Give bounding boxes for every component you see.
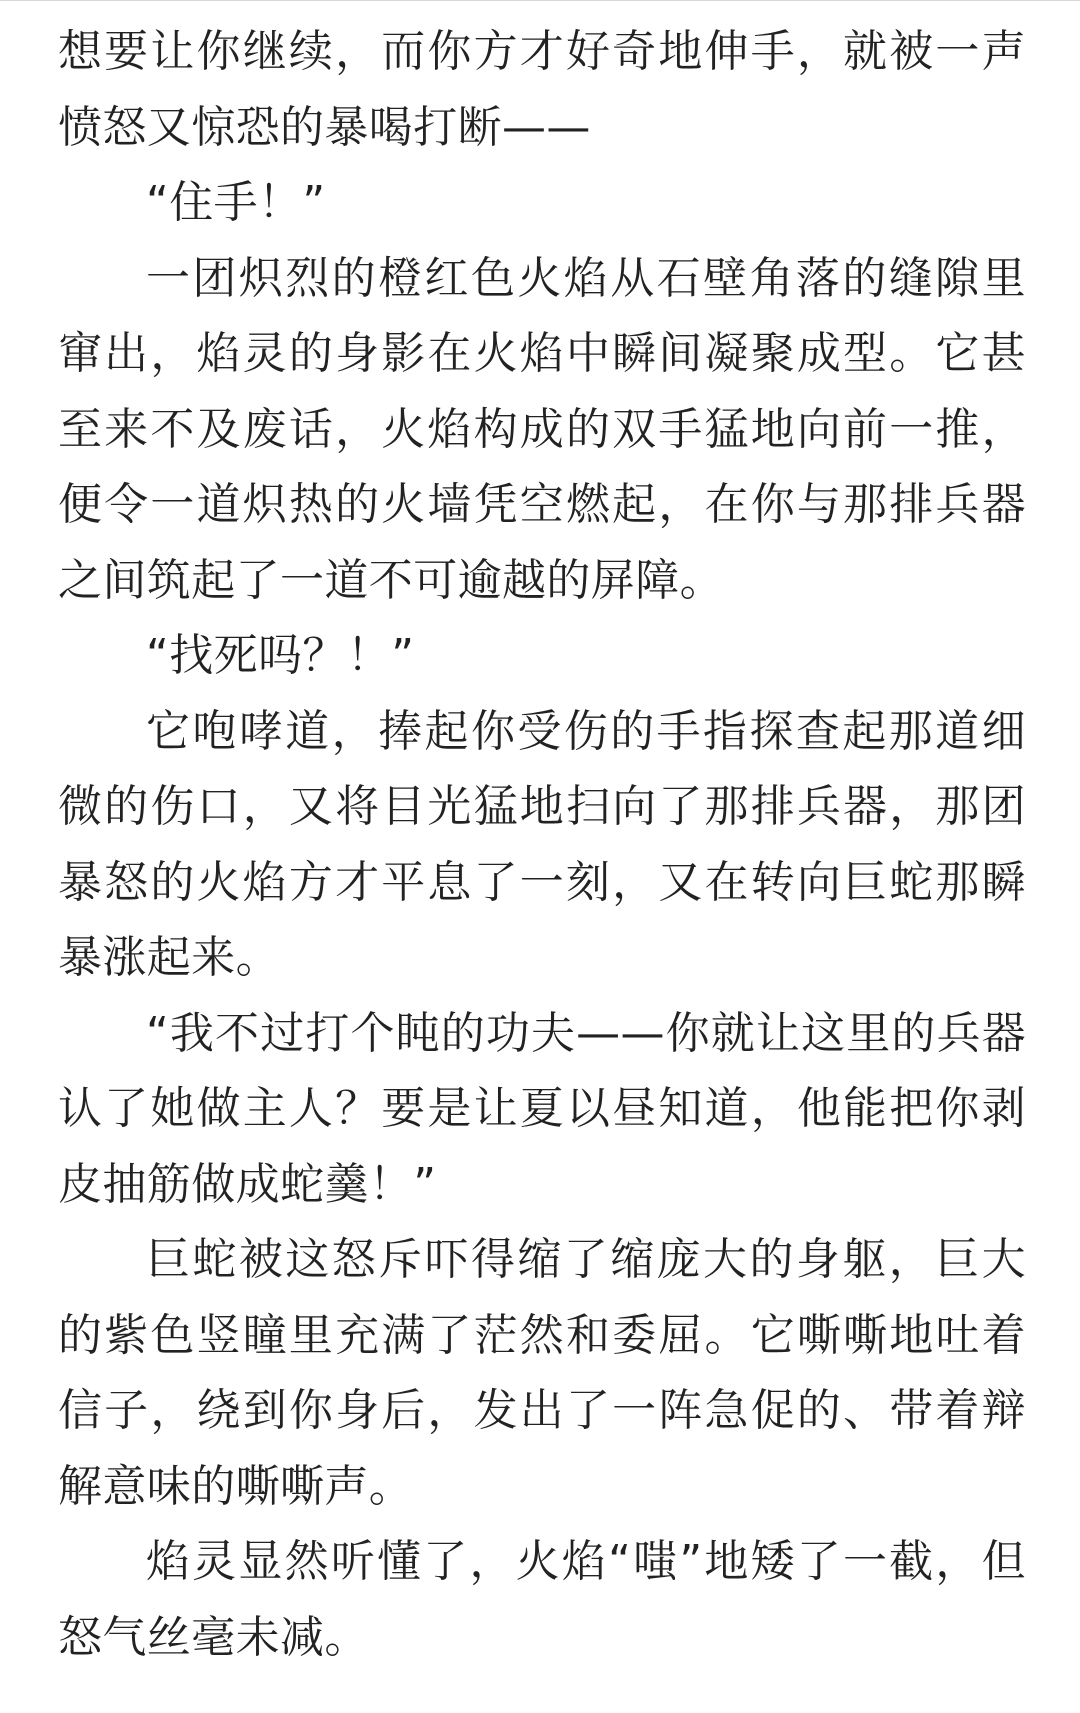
paragraph-2: “住手！” <box>146 177 326 228</box>
reading-pane[interactable] <box>58 14 1026 1675</box>
paragraph-5: 它咆哮道，捧起你受伤的手指探查起那道细微的伤口，又将目光猛地扫向了那排兵器，那团暴怒的火焰方才平息了一刻，又在转向巨蛇那瞬暴涨起来。 <box>58 705 1026 983</box>
top-divider <box>0 0 1080 1</box>
paragraph-6: “我不过打个盹的功夫——你就让这里的兵器认了她做主人？要是让夏以昼知道，他能把你剥皮抽筋做成蛇羹！” <box>58 1007 1026 1210</box>
paragraph-8: 焰灵显然听懂了，火焰“嗤”地矮了一截，但怒气丝毫未减。 <box>58 1536 1026 1663</box>
paragraph-3: 一团炽烈的橙红色火焰从石壁角落的缝隙里窜出，焰灵的身影在火焰中瞬间凝聚成型。它甚至来不及废话，火焰构成的双手猛地向前一推，便令一道炽热的火墙凭空燃起，在你与那排兵器之间筑起了一道不可逾越的屏障。 <box>58 252 1026 606</box>
paragraph-1: 想要让你继续，而你方才好奇地伸手，就被一声愤怒又惊恐的暴喝打断—— <box>58 26 1026 153</box>
paragraph-4: “找死吗？！” <box>146 630 415 681</box>
paragraph-7: 巨蛇被这怒斥吓得缩了缩庞大的身躯，巨大的紫色竖瞳里充满了茫然和委屈。它嘶嘶地吐着信子，绕到你身后，发出了一阵急促的、带着辩解意味的嘶嘶声。 <box>58 1234 1026 1512</box>
